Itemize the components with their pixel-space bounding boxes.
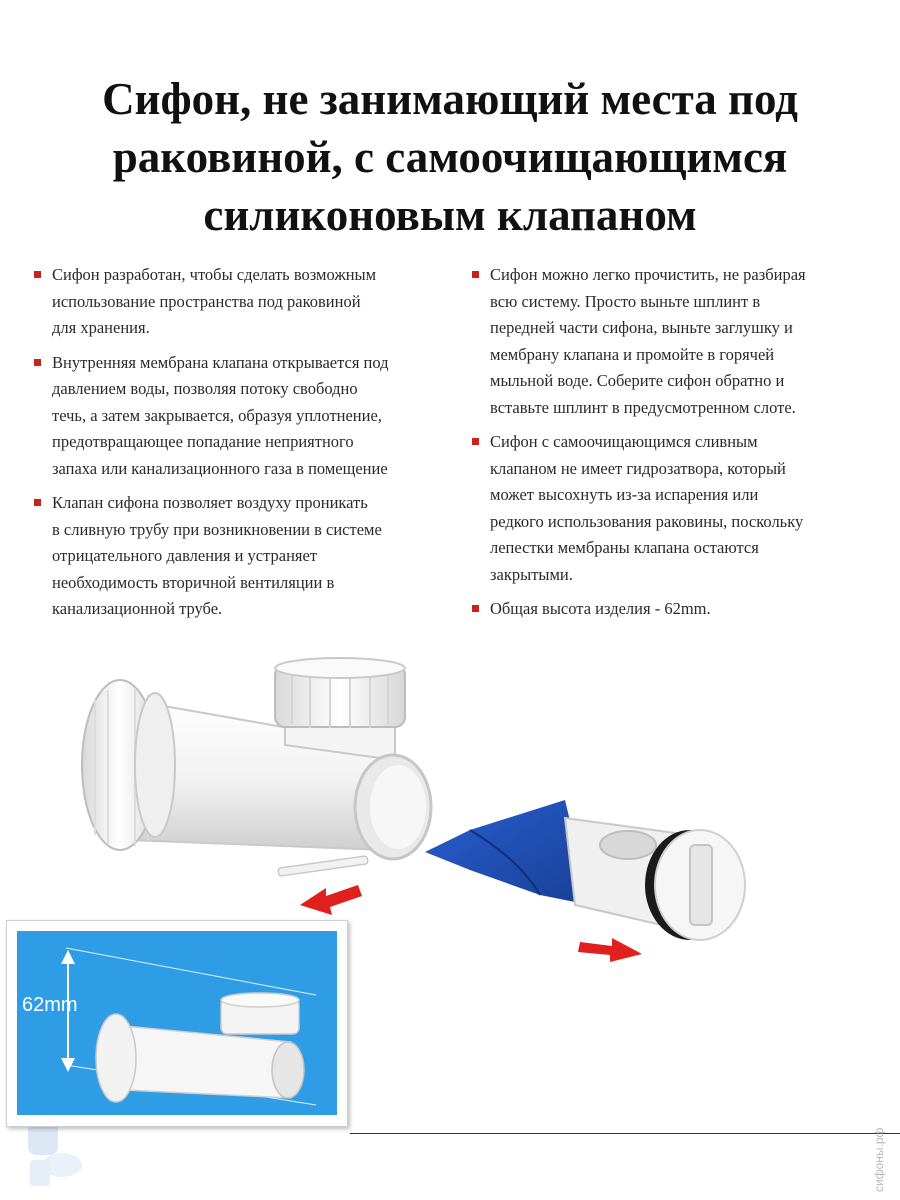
bullet-square-icon (34, 271, 41, 278)
text-line: течь, а затем закрывается, образуя уплотнение, (52, 405, 382, 425)
bullet-square-icon (472, 271, 479, 278)
text-line: запаха или канализационного газа в помещение (52, 458, 388, 478)
title-line-2: раковиной, с самоочищающимся (112, 132, 788, 182)
text-line: Сифон разработан, чтобы сделать возможным (52, 265, 377, 284)
text-line: для хранения. (52, 318, 150, 337)
list-item (30, 490, 450, 623)
dimension-drawing (16, 930, 336, 1114)
text-line: отрицательного давления и устраняет (52, 546, 318, 565)
text-line: использование пространства под раковиной (52, 291, 361, 311)
title-line-1: Сифон, не занимающий места под (102, 74, 798, 124)
text-line: Внутренняя мембрана клапана открывается под (52, 352, 389, 372)
text-line: Общая высота изделия - 62mm. (490, 599, 711, 618)
bullet-square-icon (34, 499, 41, 506)
text-line: мыльной воде. Соберите сифон обратно и (490, 371, 785, 390)
text-line: в сливную трубу при возникновении в системе (52, 519, 382, 539)
text-line: вставьте шплинт в предусмотренном слоте. (490, 397, 796, 417)
right-column (468, 262, 868, 631)
text-line: предотвращающее попадание неприятного (52, 432, 354, 451)
list-item (468, 596, 868, 623)
arrow-right-icon (578, 938, 642, 962)
dimension-label: 62mm (22, 994, 78, 1016)
text-line: может высохнуть из-за испарения или (490, 485, 759, 504)
text-line: клапаном не имеет гидрозатвора, который (490, 458, 786, 478)
bullet-square-icon (472, 605, 479, 612)
text-line: всю систему. Просто выньте шплинт в (490, 291, 761, 311)
text-line: лепестки мембраны клапана остаются (490, 538, 759, 557)
bullet-square-icon (472, 438, 479, 445)
footer-divider (350, 1133, 900, 1134)
arrow-left-icon (300, 885, 362, 915)
list-item (30, 350, 450, 483)
text-line: Клапан сифона позволяет воздуху проникать (52, 493, 368, 512)
bullet-square-icon (34, 359, 41, 366)
watermark-text: сифоны.рф (872, 1127, 886, 1192)
page-title (40, 70, 860, 244)
text-line: редкого использования раковины, поскольку (490, 511, 804, 531)
text-line: давлением воды, позволяя потоку свободно (52, 379, 358, 398)
text-line: Сифон можно легко прочистить, не разбирая (490, 265, 806, 284)
list-item (468, 262, 868, 421)
list-item (30, 262, 450, 342)
text-line: необходимость вторичной вентиляции в (52, 572, 335, 592)
list-item (468, 429, 868, 588)
siphon-body (82, 658, 431, 876)
left-column (30, 262, 450, 631)
text-line: мембрану клапана и промойте в горячей (490, 344, 775, 364)
text-line: передней части сифона, выньте заглушку и (490, 318, 793, 337)
valve-insert (425, 800, 745, 940)
text-line: Сифон с самоочищающимся сливным (490, 432, 758, 451)
title-line-3: силиконовым клапаном (203, 190, 697, 240)
text-line: закрытыми. (490, 564, 573, 584)
text-line: канализационной трубе. (52, 599, 223, 618)
